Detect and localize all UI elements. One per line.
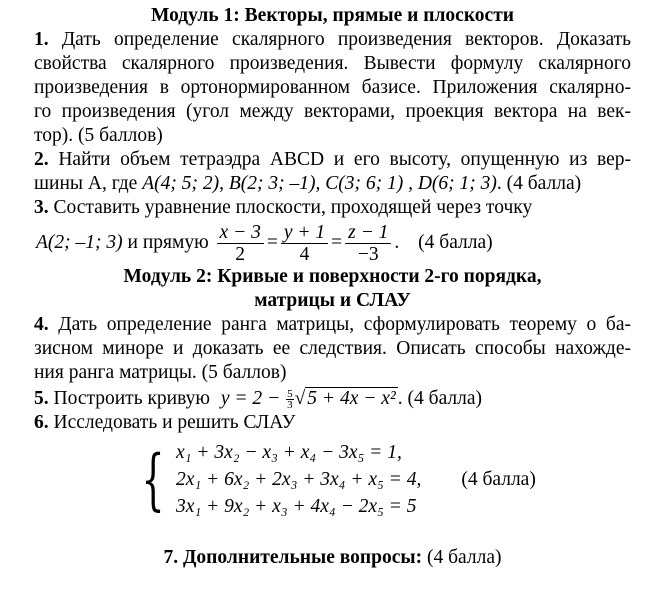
q6-score: (4 балла) [461,468,536,490]
module2-title-line-1: Модуль 2: Кривые и поверхности 2-го порядка, [123,266,542,287]
q3-fraction-y [281,222,328,265]
q3-fraction-z [345,222,391,265]
q2-line-1 [34,148,631,172]
q6-equation-1: x₁ + 3x₂ − x₃ + x₄ − 3x₅ = 1, [176,442,402,463]
q2-line-2 [34,172,631,196]
question-1 [34,28,631,148]
q2-points: A(4; 5; 2), B(2; 3; –1), C(3; 6; 1) , D(6; 1; 3) [142,173,497,194]
q3-eq-1: = [266,231,278,253]
q3-point: A(2; –1; 3) [36,231,123,253]
q4-line-3: ния ранга матрицы. (5 баллов) [34,362,287,383]
q1-text-1: Дать определение скалярного произведения векторов. Доказать [61,29,632,50]
exam-page [34,4,631,570]
q6-line-1 [34,411,631,435]
q3-fz-den: −3 [357,244,379,265]
q4-line-1 [34,313,631,337]
module1-title: Модуль 1: Векторы, прямые и плоскости [150,5,515,26]
q1-line-4: го произведения (угол между векторами, проекция вектора на век- [34,101,631,122]
q7-score: (4 балла) [427,547,502,568]
q6-text: Исследовать и решить СЛАУ [53,412,296,433]
q3-fraction-x [217,222,264,265]
q3-fy-num: y + 1 [281,222,328,244]
q3-line-1 [34,196,631,220]
q4-number: 4. [34,314,49,335]
q1-line-2: свойства скалярного произведения. Вывести формулу скалярного [34,53,631,74]
q3-fz-num: z − 1 [345,222,391,244]
q1-line-1 [34,28,631,52]
q5-frac-den: 3 [287,399,293,412]
q2-text-1: Найти объем тетраэдра ABCD и его высоту, опущенную из вер- [58,149,632,170]
left-brace-icon: { [141,440,165,518]
q3-fx-den: 2 [235,244,246,265]
q3-score: (4 балла) [418,231,493,253]
question-7 [34,546,631,570]
q5-text: Построить кривую [53,388,210,409]
q5-radicand: 5 + 4x − x² [307,388,396,409]
question-3 [34,196,631,265]
q1-line-5: тор). (5 баллов) [34,125,163,146]
question-2 [34,148,631,196]
module2-title-line-2: матрицы и СЛАУ [254,290,411,311]
q3-fy-den: 4 [299,244,310,265]
q3-number: 3. [34,197,49,218]
q6-equation-2: 2x₁ + 6x₂ + 2x₃ + 3x₄ + x₅ = 4, [176,469,422,490]
q5-frac-num: 5 [287,388,293,401]
q3-text-1: Составить уравнение плоскости, проходящей через точку [53,197,533,218]
q3-line-2 [34,222,631,265]
q7-label: 7. Дополнительные вопросы: [163,547,423,568]
q3-dot: . [394,231,400,253]
q5-score: . (4 балла) [397,388,483,409]
q2-score: . (4 балла) [496,173,582,194]
q6-system [132,439,631,520]
question-6 [34,411,631,520]
q1-line-3: произведения в ортонормированном базисе. Приложения скалярно- [34,77,631,98]
q5-number: 5. [34,388,49,409]
q3-eq-2: = [331,231,343,253]
question-4 [34,313,631,385]
q5-formula-lhs: y = 2 − [220,388,281,409]
q4-text-1: Дать определение ранга матрицы, сформулировать теорему о ба- [58,314,631,335]
q2-number: 2. [34,149,49,170]
question-5 [34,387,631,411]
q6-number: 6. [34,412,49,433]
sqrt-sign-icon: √ [294,388,306,409]
q4-line-2: зисном миноре и доказать ее следствия. Описать способы нахожде- [34,338,631,359]
q2-text-2: шины A, где [34,173,138,194]
q1-number: 1. [34,29,49,50]
q3-mid-text: и прямую [127,231,209,253]
q6-equations [176,439,421,520]
q5-fraction [286,389,294,410]
q6-equation-3: 3x₁ + 9x₂ + x₃ + 4x₄ − 2x₅ = 5 [176,496,417,517]
q3-fx-num: x − 3 [217,222,264,244]
